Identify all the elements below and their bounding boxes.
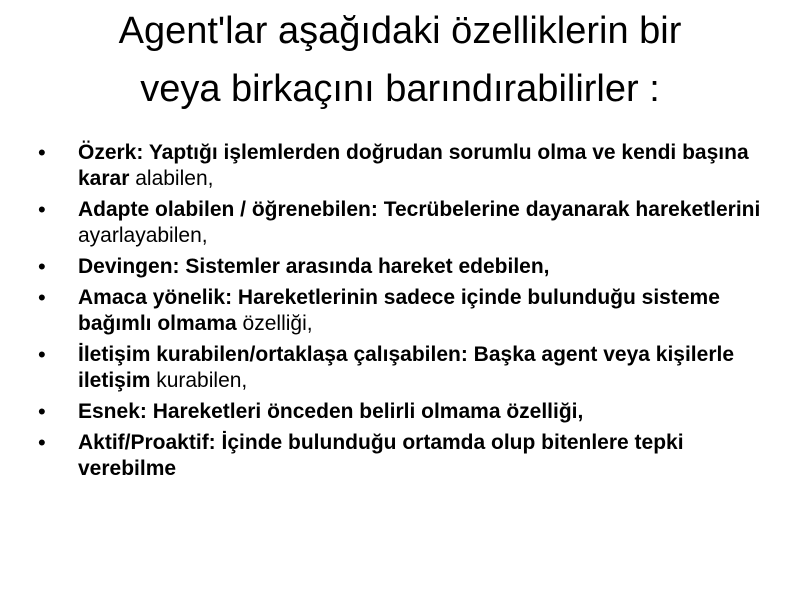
bullet-dot-icon: • <box>38 254 46 279</box>
bullet-bold-text: Amaca yönelik: Hareketlerinin sadece içinde bulunduğu sisteme bağımlı olmama <box>78 286 720 335</box>
bullet-item-aktif-proaktif <box>36 430 776 482</box>
bullet-item-amaca-yonelik <box>36 285 776 337</box>
bullet-dot-icon: • <box>38 140 46 165</box>
bullet-dot-icon: • <box>38 197 46 222</box>
bullet-dot-icon: • <box>38 342 46 367</box>
bullet-normal-text: alabilen, <box>129 167 214 190</box>
bullet-normal-text: kurabilen, <box>150 369 248 392</box>
bullet-bold-text: Özerk: Yaptığı işlemlerden doğrudan sorumlu olma ve kendi başına karar <box>78 141 749 190</box>
bullet-dot-icon: • <box>38 399 46 424</box>
bullet-bold-text: Devingen: Sistemler arasında hareket edebilen, <box>78 255 550 278</box>
slide-title-line-1: Agent'lar aşağıdaki özelliklerin bir <box>118 10 682 52</box>
bullet-dot-icon: • <box>38 430 46 455</box>
bullet-bold-text: Esnek: Hareketleri önceden belirli olmama özelliği, <box>78 400 584 423</box>
bullet-item-adapte <box>36 197 776 249</box>
bullet-normal-text: özelliği, <box>236 312 313 335</box>
bullet-bold-text: İletişim kurabilen/ortaklaşa çalışabilen: Başka agent veya kişilerle iletişim <box>78 343 735 392</box>
bullet-dot-icon: • <box>38 285 46 310</box>
bullet-normal-text: ayarlayabilen, <box>78 224 208 247</box>
bullet-list <box>36 140 776 487</box>
bullet-bold-text: Adapte olabilen / öğrenebilen: Tecrübelerine dayanarak hareketlerini <box>78 198 761 221</box>
bullet-item-devingen <box>36 254 776 280</box>
bullet-item-iletisim <box>36 342 776 394</box>
slide-title <box>40 2 760 118</box>
bullet-bold-text: Aktif/Proaktif: İçinde bulunduğu ortamda olup bitenlere tepki verebilme <box>78 431 684 480</box>
bullet-item-esnek <box>36 399 776 425</box>
slide-title-line-2: veya birkaçını barındırabilirler : <box>140 68 660 110</box>
bullet-item-ozerk <box>36 140 776 192</box>
